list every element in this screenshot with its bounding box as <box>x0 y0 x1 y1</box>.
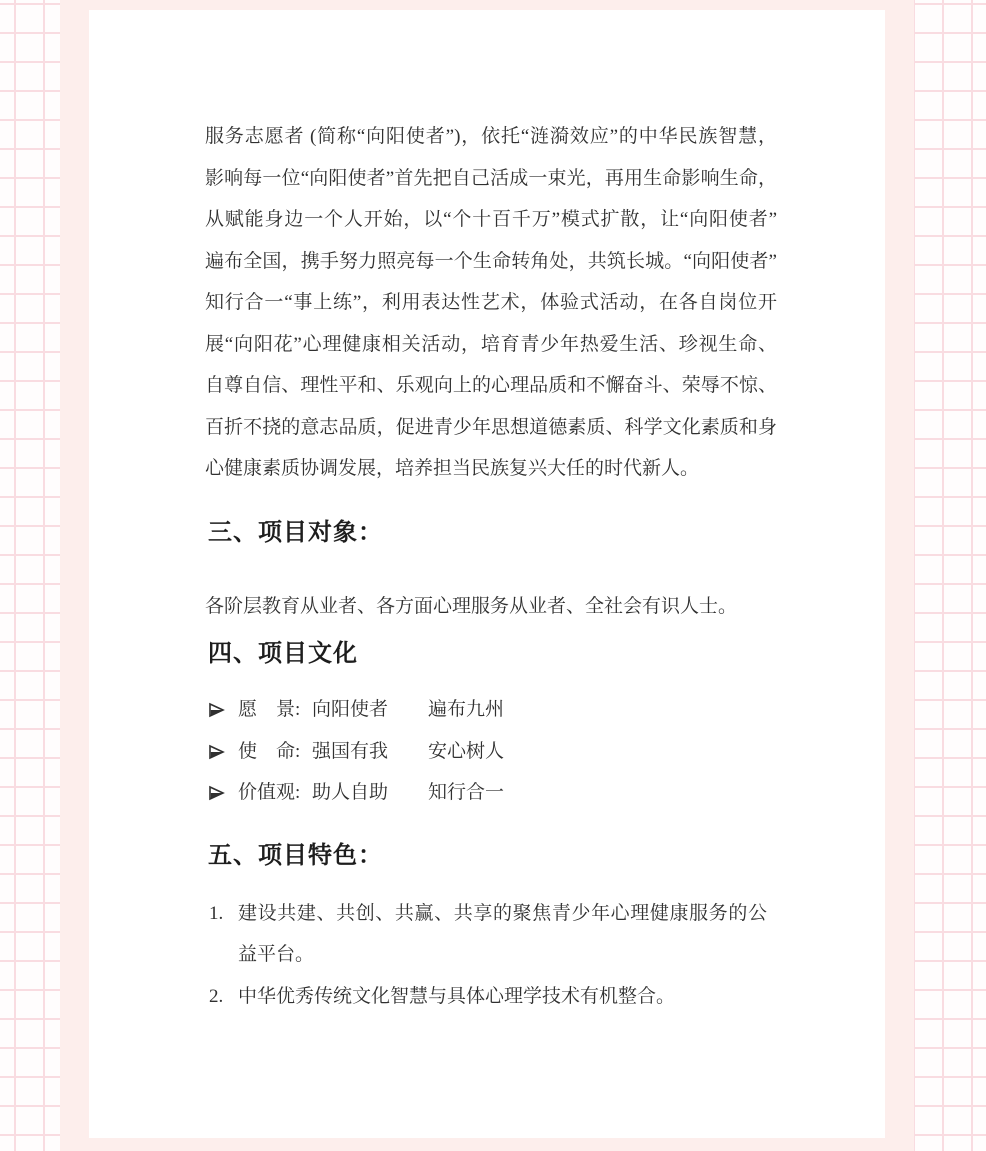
arrow-bullet-icon <box>208 701 225 719</box>
culture-list <box>205 689 777 814</box>
item-number: 1. <box>209 902 224 924</box>
culture-value: 强国有我 <box>312 740 389 762</box>
culture-label: 愿 景: <box>238 699 301 720</box>
list-item-values <box>205 772 777 814</box>
culture-value: 向阳使者 <box>312 699 389 720</box>
item-text: 中华优秀传统文化智慧与具体心理学技术有机整合。 <box>238 985 676 1007</box>
culture-value: 知行合一 <box>428 782 505 803</box>
section-heading-target-audience: 三、项目对象： <box>208 518 383 546</box>
features-list <box>205 893 767 1018</box>
document-frame <box>60 0 914 1151</box>
item-number: 2. <box>209 985 224 1007</box>
list-item-vision <box>205 689 777 731</box>
item-text: 建设共建、共创、共赢、共享的聚焦青少年心理健康服务的公益平台。 <box>238 902 767 965</box>
arrow-bullet-icon <box>208 784 225 802</box>
culture-value: 遍布九州 <box>428 699 505 720</box>
intro-line: 展“向阳花”心理健康相关活动，培育青少年热爱生活、珍视生命、 <box>205 333 777 355</box>
arrow-bullet-icon <box>208 743 225 761</box>
list-item-mission <box>205 731 777 773</box>
culture-label: 使 命: <box>238 740 301 762</box>
intro-line: 知行合一“事上练”，利用表达性艺术，体验式活动，在各自岗位开 <box>205 292 777 313</box>
target-audience-paragraph: 各阶层教育从业者、各方面心理服务从业者、全社会有识人士。 <box>205 595 738 617</box>
intro-paragraph <box>205 116 777 490</box>
document-page <box>89 10 885 1138</box>
intro-line: 遍布全国，携手努力照亮每一个生命转角处，共筑长城。“向阳使者” <box>205 250 777 272</box>
intro-line: 服务志愿者 (简称“向阳使者”)，依托“涟漪效应”的中华民族智慧， <box>205 126 777 147</box>
culture-value: 助人自助 <box>312 782 389 803</box>
section-heading-project-culture: 四、项目文化 <box>208 640 358 667</box>
list-item-feature <box>205 976 767 1018</box>
intro-line: 从赋能身边一个人开始，以“个十百千万”模式扩散，让“向阳使者” <box>205 209 777 230</box>
intro-line: 百折不挠的意志品质，促进青少年思想道德素质、科学文化素质和身 <box>205 416 777 438</box>
intro-line: 影响每一位“向阳使者”首先把自己活成一束光，再用生命影响生命， <box>205 167 777 189</box>
intro-line: 自尊自信、理性平和、乐观向上的心理品质和不懈奋斗、荣辱不惊、 <box>205 375 777 396</box>
list-item-feature <box>205 893 767 976</box>
culture-label: 价值观: <box>238 782 301 803</box>
intro-line: 心健康素质协调发展，培养担当民族复兴大任的时代新人。 <box>205 458 700 479</box>
section-heading-project-features: 五、项目特色： <box>208 841 383 869</box>
culture-value: 安心树人 <box>428 740 505 762</box>
